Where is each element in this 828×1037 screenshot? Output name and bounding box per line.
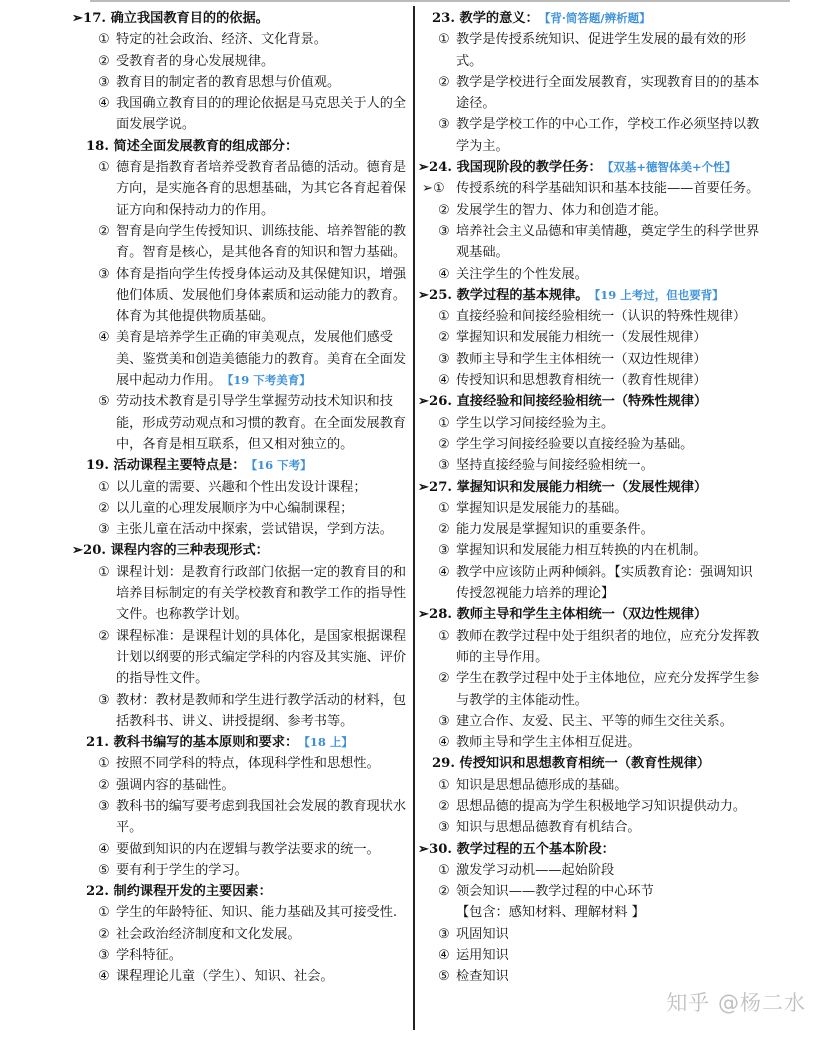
section-heading bbox=[76, 455, 410, 476]
item-number: ④ bbox=[438, 266, 450, 282]
item-text: 教育目的制定者的教育思想与价值观。 bbox=[116, 74, 341, 90]
item-number: ⑤ bbox=[438, 969, 450, 985]
item-number: ④ bbox=[98, 96, 110, 112]
list-item bbox=[422, 881, 762, 902]
list-item bbox=[76, 924, 410, 945]
item-text: 学生的年龄特征、知识、能力基础及其可接受性. bbox=[116, 905, 398, 921]
section-heading bbox=[418, 477, 762, 498]
section bbox=[418, 391, 762, 476]
list-item bbox=[76, 796, 410, 839]
section-heading bbox=[72, 540, 410, 561]
item-number: ② bbox=[438, 330, 450, 346]
item-number: ② bbox=[98, 628, 110, 644]
item-text: 以儿童的需要、兴趣和个性出发设计课程； bbox=[116, 479, 367, 495]
item-text: 主张儿童在活动中探索，尝试错误，学到方法。 bbox=[116, 522, 393, 538]
item-number: ② bbox=[98, 223, 110, 239]
list-item bbox=[422, 413, 762, 434]
item-number: ⑤ bbox=[98, 862, 110, 878]
list-item bbox=[76, 72, 410, 93]
item-text: 要有利于学生的学习。 bbox=[116, 862, 248, 878]
item-text: 德育是指教育者培养受教育者品德的活动。德育是方向，是实施各育的思想基础，为其它各育起着保证方向和保持动力的作用。 bbox=[116, 160, 407, 218]
item-number: ④ bbox=[438, 373, 450, 389]
item-text: 教学是传授系统知识、促进学生发展的最有效的形式。 bbox=[456, 32, 747, 69]
section-heading bbox=[422, 8, 762, 29]
item-text: 教师主导和学生主体相统一（双边性规律） bbox=[456, 351, 707, 367]
item-text: 掌握知识和发展能力相互转换的内在机制。 bbox=[456, 543, 707, 559]
item-text: 直接经验和间接经验相统一（认识的特殊性规律） bbox=[456, 309, 747, 325]
left-column bbox=[72, 8, 410, 988]
list-item bbox=[76, 498, 410, 519]
list-item bbox=[76, 966, 410, 987]
section-heading bbox=[418, 839, 762, 860]
item-text: 我国确立教育目的的理论依据是马克思关于人的全面发展学说。 bbox=[116, 96, 407, 133]
section bbox=[418, 477, 762, 605]
right-column bbox=[418, 8, 762, 988]
section bbox=[418, 839, 762, 988]
item-number: ④ bbox=[98, 969, 110, 985]
item-number: ③ bbox=[438, 458, 450, 474]
item-number: ① bbox=[438, 862, 450, 878]
item-number: ③ bbox=[98, 266, 110, 282]
section bbox=[418, 604, 762, 753]
list-item bbox=[76, 753, 410, 774]
item-text: 智育是向学生传授知识、训练技能、培养智能的教育。智育是核心，是其他各育的知识和智力基础。 bbox=[116, 223, 407, 261]
list-item bbox=[76, 477, 410, 498]
item-text: 培养社会主义品德和审美情趣，奠定学生的科学世界观基础。 bbox=[456, 223, 760, 261]
item-text: 学科特征。 bbox=[116, 948, 182, 964]
list-item bbox=[76, 775, 410, 796]
section-heading bbox=[418, 604, 762, 625]
list-item bbox=[76, 839, 410, 860]
item-number: ① bbox=[98, 756, 110, 772]
list-item bbox=[76, 860, 410, 881]
list-item bbox=[422, 221, 762, 264]
item-text: 关注学生的个性发展。 bbox=[456, 266, 588, 282]
item-number: ② bbox=[438, 798, 450, 814]
list-item bbox=[422, 327, 762, 348]
list-item bbox=[422, 264, 762, 285]
item-text: 学生在教学过程中处于主体地位，应充分发挥学生参与教学的主体能动性。 bbox=[456, 671, 760, 708]
item-number: ③ bbox=[438, 713, 450, 729]
heading-text: ➢20. 课程内容的三种表现形式： bbox=[72, 543, 269, 559]
list-item bbox=[422, 200, 762, 221]
item-number: ④ bbox=[98, 841, 110, 857]
list-item bbox=[422, 668, 762, 711]
item-text: 劳动技术教育是引导学生掌握劳动技术知识和技能，形成劳动观点和习惯的教育。在全面发展教育中，各育是相互联系，但又相对独立的。 bbox=[116, 394, 407, 452]
item-text: 掌握知识是发展能力的基础。 bbox=[456, 500, 628, 516]
item-number: ② bbox=[438, 884, 450, 900]
item-number: ① bbox=[438, 777, 450, 793]
item-number: ③ bbox=[438, 543, 450, 559]
item-number: ③ bbox=[98, 522, 110, 538]
item-number: ① bbox=[438, 415, 450, 431]
item-text: 激发学习动机——起始阶段 bbox=[456, 862, 615, 878]
item-text: 知识与思想品德教育有机结合。 bbox=[456, 820, 641, 836]
item-text: 巩固知识 bbox=[456, 926, 509, 942]
item-number: ③ bbox=[98, 948, 110, 964]
section-heading bbox=[418, 391, 762, 412]
heading-text: ➢30. 教学过程的五个基本阶段： bbox=[418, 841, 615, 857]
column-divider bbox=[413, 6, 415, 1030]
item-text: 课程计划：是教育行政部门依据一定的教育目的和培养目标制定的有关学校教育和教学工作的指导性文件。也称教学计划。 bbox=[116, 564, 407, 623]
item-number: ② bbox=[438, 522, 450, 538]
item-number: ② bbox=[98, 500, 110, 516]
item-number: ① bbox=[98, 905, 110, 921]
section bbox=[72, 540, 410, 732]
list-item bbox=[76, 626, 410, 690]
section-heading bbox=[422, 753, 762, 774]
item-text: 按照不同学科的特点，体现科学性和思想性。 bbox=[116, 756, 380, 772]
heading-text: ➢28. 教师主导和学生主体相统一（双边性规律） bbox=[418, 607, 708, 623]
item-text: 思想品德的提高为学生积极地学习知识提供动力。 bbox=[456, 798, 747, 814]
section bbox=[76, 881, 410, 987]
item-text: 课程标准：是课程计划的具体化，是国家根据课程计划以纲要的形式编定学科的内容及其实施、评价的指导性文件。 bbox=[116, 628, 407, 687]
item-number: ② bbox=[438, 436, 450, 452]
item-text: 教师在教学过程中处于组织者的地位，应充分发挥教师的主导作用。 bbox=[456, 628, 760, 665]
section bbox=[72, 8, 410, 136]
item-number: ③ bbox=[438, 926, 450, 942]
list-item bbox=[422, 72, 762, 115]
list-item bbox=[422, 902, 762, 923]
item-text: 领会知识——教学过程的中心环节 bbox=[456, 884, 654, 900]
list-item bbox=[422, 966, 762, 987]
list-item bbox=[76, 157, 410, 221]
item-text: 教师主导和学生主体相互促进。 bbox=[456, 735, 641, 751]
item-number: ① bbox=[438, 309, 450, 325]
section-heading bbox=[72, 8, 410, 29]
item-text: 体育是指向学生传授身体运动及其保健知识，增强他们体质、发展他们身体素质和运动能力的教育。体育为其他提供物质基础。 bbox=[116, 266, 407, 325]
section bbox=[422, 753, 762, 838]
list-item bbox=[422, 370, 762, 391]
heading-text: ➢17. 确立我国教育目的的依据。 bbox=[72, 11, 269, 26]
item-text: 发展学生的智力、体力和创造才能。 bbox=[456, 202, 667, 218]
item-text: 教学是学校工作的中心工作，学校工作必须坚持以教学为主。 bbox=[456, 117, 760, 154]
item-number: ① bbox=[438, 628, 450, 644]
list-item bbox=[422, 711, 762, 732]
item-text: 特定的社会政治、经济、文化背景。 bbox=[116, 32, 327, 48]
item-number: ④ bbox=[438, 735, 450, 751]
item-number: ② bbox=[98, 926, 110, 942]
item-text: 检查知识 bbox=[456, 969, 509, 985]
item-number: ③ bbox=[98, 74, 110, 90]
list-item bbox=[422, 114, 762, 157]
exam-tag: 【16 下考】 bbox=[251, 458, 312, 473]
item-number: ③ bbox=[98, 798, 110, 814]
item-number: ② bbox=[438, 74, 450, 90]
list-item bbox=[76, 562, 410, 626]
item-number: ➢① bbox=[422, 181, 445, 197]
item-text: 知识是思想品德形成的基础。 bbox=[456, 777, 628, 793]
heading-text: ➢24. 我国现阶段的教学任务： bbox=[418, 160, 602, 176]
item-text: 建立合作、友爱、民主、平等的师生交往关系。 bbox=[456, 713, 733, 729]
item-text: 教材：教材是教师和学生进行教学活动的材料，包括教科书、讲义、讲授提纲、参考书等。 bbox=[116, 692, 407, 729]
item-text: 运用知识 bbox=[456, 948, 509, 964]
list-item bbox=[422, 498, 762, 519]
item-text: 社会政治经济制度和文化发展。 bbox=[116, 926, 301, 942]
watermark: 知乎 @杨二水 bbox=[666, 991, 806, 1015]
item-text: 教科书的编写要考虑到我国社会发展的教育现状水平。 bbox=[116, 798, 407, 836]
list-item bbox=[422, 817, 762, 838]
section bbox=[418, 285, 762, 391]
item-text: 传授知识和思想教育相统一（教育性规律） bbox=[456, 373, 707, 389]
item-number: ④ bbox=[98, 330, 110, 346]
list-item bbox=[422, 945, 762, 966]
list-item bbox=[76, 690, 410, 733]
item-text: 课程理论儿童（学生）、知识、社会。 bbox=[116, 969, 334, 985]
section bbox=[418, 157, 762, 285]
list-item bbox=[422, 29, 762, 72]
list-item bbox=[422, 924, 762, 945]
list-item bbox=[76, 264, 410, 328]
list-item bbox=[76, 29, 410, 50]
top-border bbox=[0, 0, 828, 4]
item-number: ① bbox=[98, 479, 110, 495]
list-item bbox=[422, 626, 762, 669]
item-text: 【包含：感知材料、理解材料 】 bbox=[456, 905, 645, 921]
heading-text: ➢26. 直接经验和间接经验相统一（特殊性规律） bbox=[418, 394, 708, 410]
item-number: ③ bbox=[438, 117, 450, 133]
list-item bbox=[76, 945, 410, 966]
heading-text: 19. 活动课程主要特点是： bbox=[86, 458, 246, 474]
list-item bbox=[422, 519, 762, 540]
item-text: 传授系统的科学基础知识和基本技能——首要任务。 bbox=[456, 181, 760, 197]
list-item bbox=[422, 540, 762, 561]
item-number: ① bbox=[98, 32, 110, 48]
list-item bbox=[422, 562, 762, 605]
list-item bbox=[76, 902, 410, 923]
item-number: ① bbox=[438, 32, 450, 48]
list-item bbox=[422, 349, 762, 370]
item-text: 教学是学校进行全面发展教育，实现教育目的的基本途径。 bbox=[456, 74, 760, 112]
item-number: ② bbox=[98, 777, 110, 793]
list-item bbox=[76, 327, 410, 391]
list-item bbox=[76, 519, 410, 540]
section bbox=[76, 455, 410, 540]
item-number: ③ bbox=[438, 223, 450, 239]
list-item bbox=[422, 860, 762, 881]
item-text: 学生以学习间接经验为主。 bbox=[456, 415, 615, 431]
heading-text: 22. 制约课程开发的主要因素： bbox=[86, 884, 272, 900]
section-heading bbox=[418, 157, 762, 178]
exam-tag: 【双基+德智体美+个性】 bbox=[607, 160, 737, 175]
list-item bbox=[422, 775, 762, 796]
item-number: ① bbox=[98, 160, 110, 176]
list-item bbox=[422, 455, 762, 476]
list-item bbox=[76, 93, 410, 136]
item-text: 强调内容的基础性。 bbox=[116, 777, 235, 793]
item-number: ③ bbox=[438, 351, 450, 367]
heading-text: ➢27. 掌握知识和发展能力相统一（发展性规律） bbox=[418, 479, 708, 495]
item-number: ① bbox=[438, 500, 450, 516]
item-text: 美育是培养学生正确的审美观点，发展他们感受美、鉴赏美和创造美德能力的教育。美育在全面发展中起动力作用。 bbox=[116, 330, 407, 389]
section-heading bbox=[76, 732, 410, 753]
section-heading bbox=[76, 136, 410, 157]
list-item bbox=[76, 391, 410, 455]
item-text: 受教育者的身心发展规律。 bbox=[116, 53, 275, 69]
item-number: ② bbox=[438, 671, 450, 687]
heading-text: 21. 教科书编写的基本原则和要求： bbox=[86, 735, 299, 751]
item-number: ② bbox=[438, 202, 450, 218]
section-heading bbox=[76, 881, 410, 902]
item-number: ③ bbox=[438, 820, 450, 836]
heading-text: ➢25. 教学过程的基本规律。 bbox=[418, 287, 589, 303]
list-item bbox=[422, 796, 762, 817]
item-number: ④ bbox=[438, 948, 450, 964]
exam-tag: 【19 下考美育】 bbox=[227, 373, 311, 388]
item-text: 要做到知识的内在逻辑与教学法要求的统一。 bbox=[116, 841, 380, 857]
item-text: 学生学习间接经验要以直接经验为基础。 bbox=[456, 436, 694, 452]
exam-tag: 【18 上】 bbox=[304, 735, 353, 750]
item-number: ① bbox=[98, 564, 110, 580]
item-text: 能力发展是掌握知识的重要条件。 bbox=[456, 522, 654, 538]
section bbox=[422, 8, 762, 157]
item-text: 教学中应该防止两种倾斜。【实质教育论：强调知识传授忽视能力培养的理论】 bbox=[456, 564, 753, 602]
section bbox=[76, 136, 410, 455]
list-item bbox=[422, 178, 762, 199]
item-number: ③ bbox=[98, 692, 110, 708]
list-item bbox=[76, 221, 410, 264]
item-text: 以儿童的心理发展顺序为中心编制课程； bbox=[116, 500, 354, 516]
heading-text: 18. 简述全面发展教育的组成部分： bbox=[86, 138, 299, 154]
item-number: ② bbox=[98, 53, 110, 69]
item-number: ④ bbox=[438, 564, 450, 580]
section-heading bbox=[418, 285, 762, 306]
item-text: 坚持直接经验与间接经验相统一。 bbox=[456, 458, 654, 474]
heading-text: 29. 传授知识和思想教育相统一（教育性规律） bbox=[432, 756, 711, 772]
exam-tag: 【背·简答题/辨析题】 bbox=[544, 11, 651, 25]
item-number: ⑤ bbox=[98, 394, 110, 410]
section bbox=[76, 732, 410, 881]
exam-tag: 【19 上考过，但也要背】 bbox=[594, 287, 724, 302]
list-item bbox=[422, 732, 762, 753]
list-item bbox=[76, 51, 410, 72]
list-item bbox=[422, 306, 762, 327]
heading-text: 23. 教学的意义： bbox=[432, 11, 539, 26]
list-item bbox=[422, 434, 762, 455]
item-text: 掌握知识和发展能力相统一（发展性规律） bbox=[456, 330, 707, 346]
